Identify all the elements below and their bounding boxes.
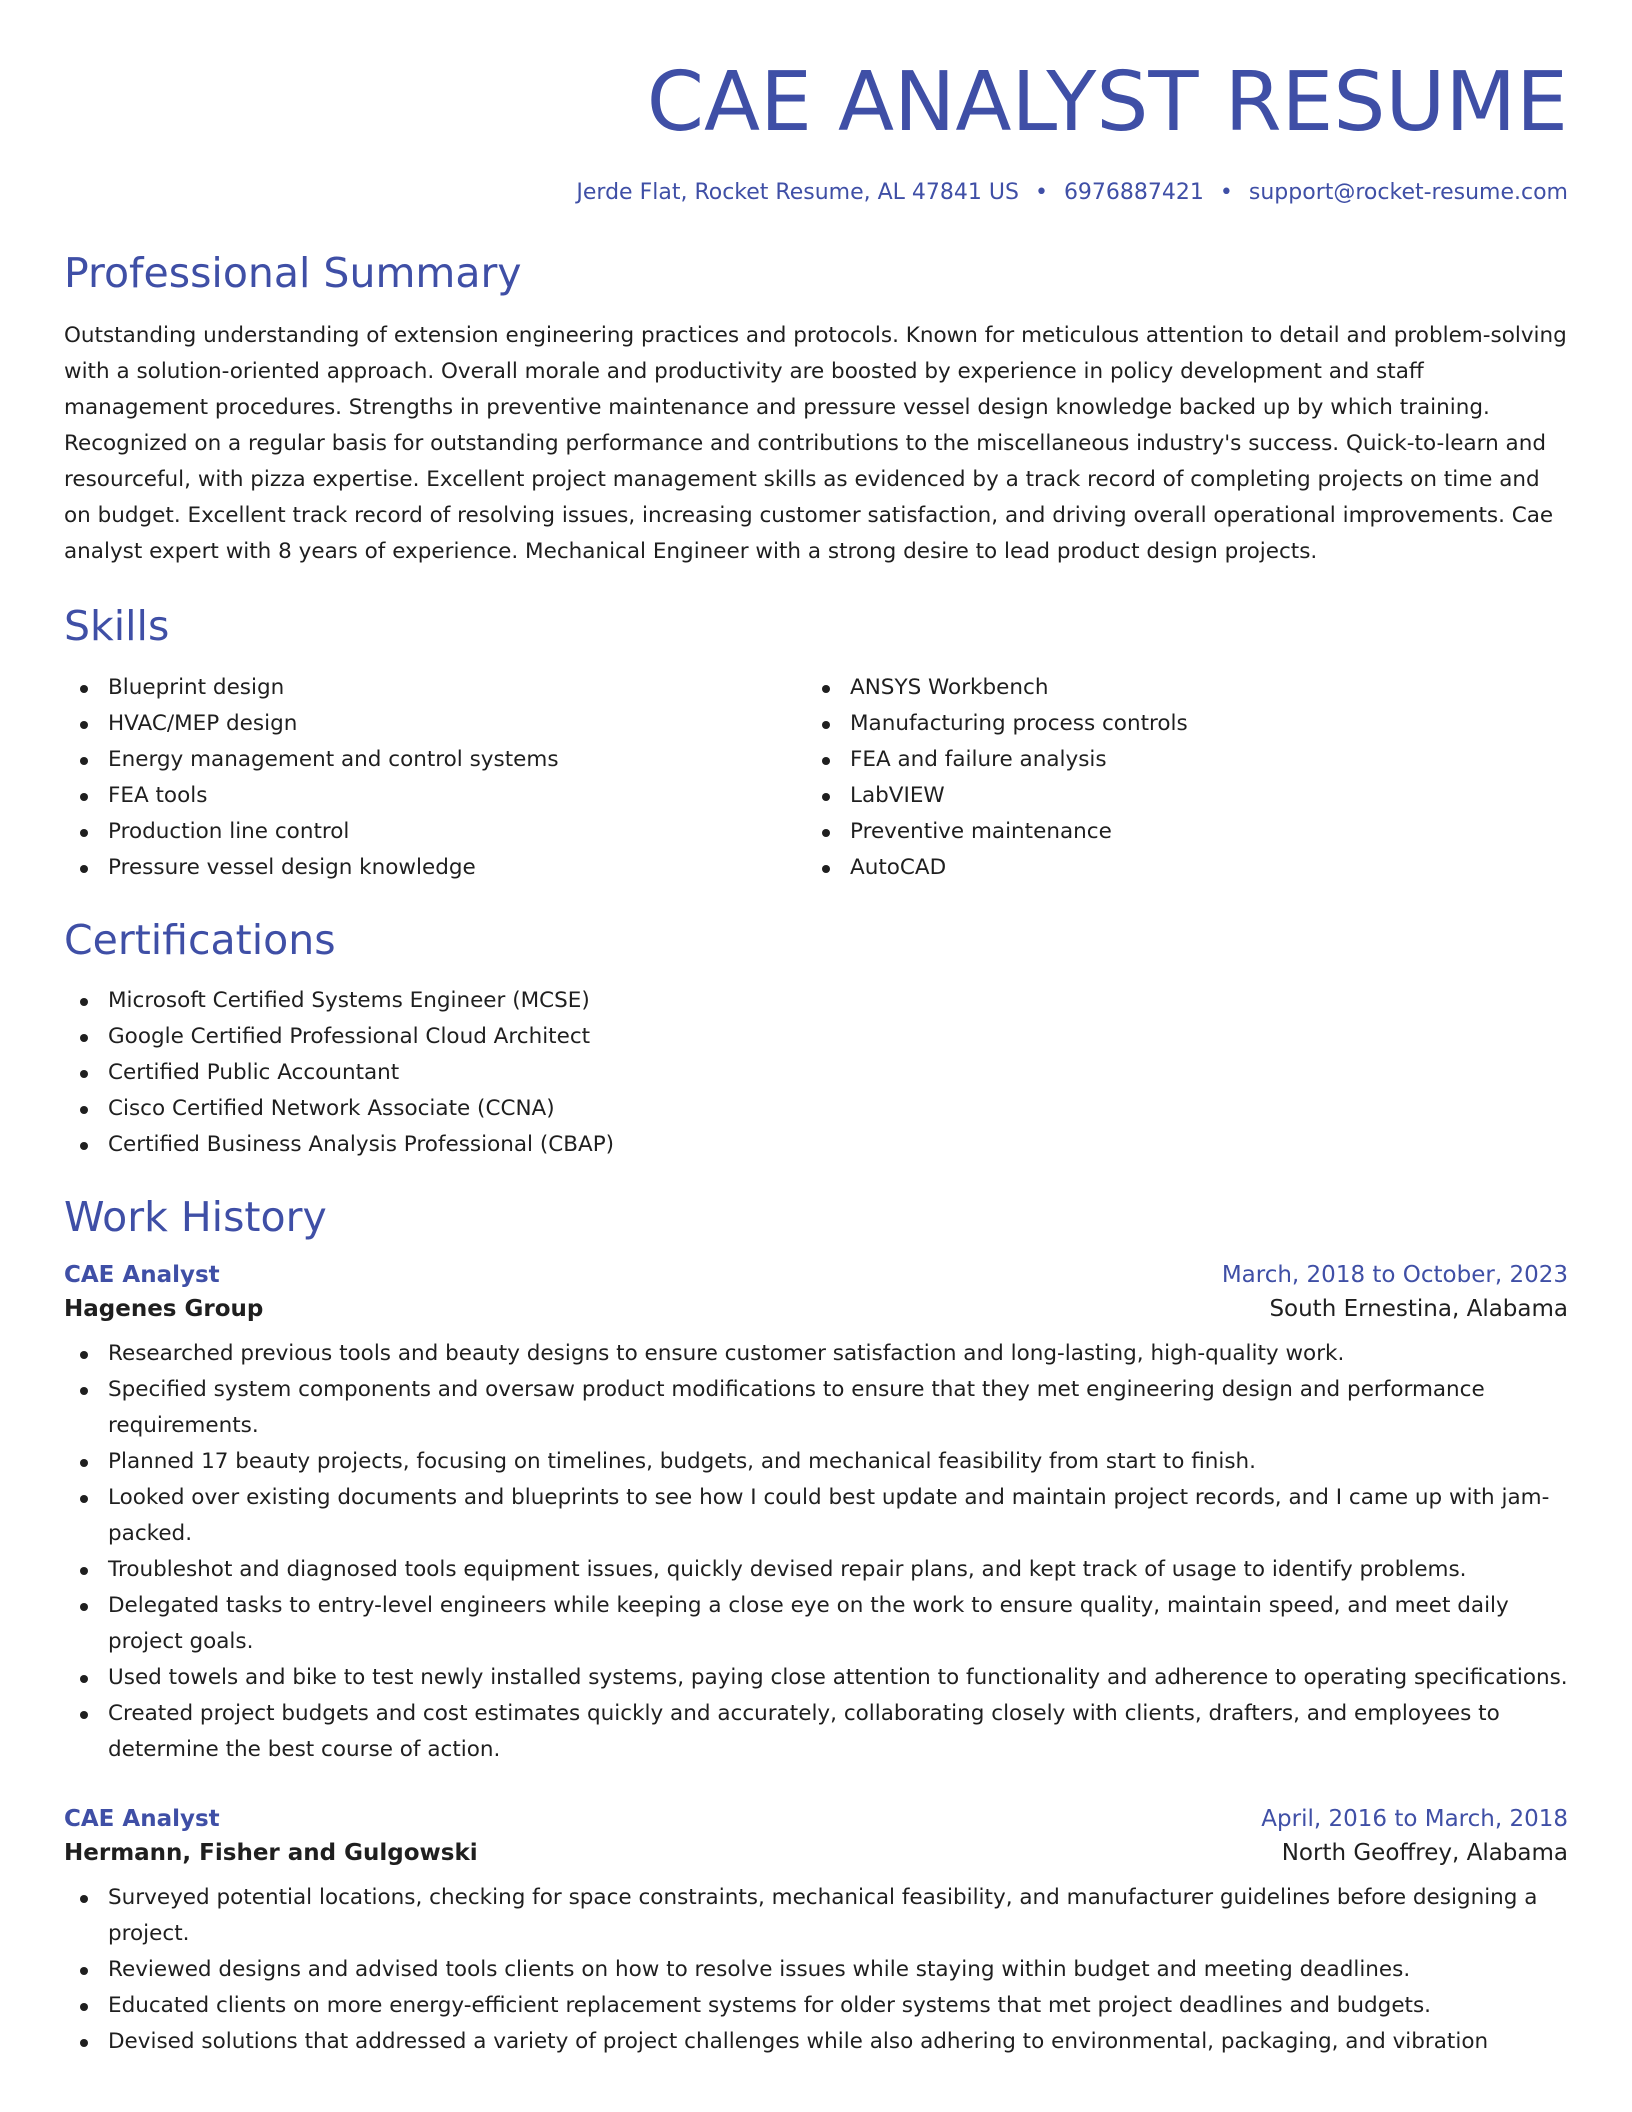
job-bullet: Planned 17 beauty projects, focusing on timelines, budgets, and mechanical feasibility from start to finish. — [64, 1444, 1568, 1480]
skills-section — [64, 602, 1568, 885]
skills-heading: Skills — [64, 602, 170, 651]
skill-item: Preventive maintenance — [806, 814, 1548, 850]
summary-heading: Professional Summary — [64, 249, 522, 298]
job-header-row — [64, 1806, 1568, 1832]
skills-list-right — [806, 670, 1548, 886]
skill-item: FEA tools — [64, 778, 806, 814]
skill-item: FEA and failure analysis — [806, 742, 1548, 778]
certifications-section — [64, 916, 1568, 1163]
skill-item: AutoCAD — [806, 850, 1548, 886]
job-bullet: Surveyed potential locations, checking for space constraints, mechanical feasibility, and manufacturer guidelines before designing a project. — [64, 1880, 1568, 1952]
skill-item: HVAC/MEP design — [64, 706, 806, 742]
job-title: CAE Analyst — [64, 1262, 220, 1289]
certifications-heading: Certifications — [64, 915, 336, 964]
certifications-list — [64, 983, 1568, 1163]
work-history-heading: Work History — [64, 1192, 327, 1241]
job-company-row — [64, 1840, 1568, 1866]
skill-item: Production line control — [64, 814, 806, 850]
job-bullet: Troubleshot and diagnosed tools equipment issues, quickly devised repair plans, and kept track of usage to identify problems. — [64, 1552, 1568, 1588]
contact-address: Jerde Flat, Rocket Resume, AL 47841 US — [576, 180, 1019, 206]
skill-item: LabVIEW — [806, 778, 1548, 814]
contact-line — [64, 180, 1568, 205]
summary-section — [64, 249, 1568, 570]
certification-item: Cisco Certified Network Associate (CCNA) — [64, 1091, 1568, 1127]
job-location: North Geoffrey, Alabama — [1281, 1840, 1568, 1867]
job-dates: April, 2016 to March, 2018 — [1261, 1806, 1568, 1833]
skill-item: Energy management and control systems — [64, 742, 806, 778]
job-entry — [64, 1806, 1568, 2060]
job-company: Hermann, Fisher and Gulgowski — [64, 1840, 478, 1867]
job-bullet: Educated clients on more energy-efficient replacement systems for older systems that met project deadlines and budgets. — [64, 1988, 1568, 2024]
contact-email: support@rocket-resume.com — [1248, 180, 1568, 206]
job-bullet: Used towels and bike to test newly installed systems, paying close attention to functionality and adherence to operating specifications. — [64, 1660, 1568, 1696]
job-bullets — [64, 1336, 1568, 1768]
skill-item: Pressure vessel design knowledge — [64, 850, 806, 886]
contact-separator: • — [1219, 180, 1233, 206]
job-company: Hagenes Group — [64, 1296, 264, 1323]
certification-item: Certified Public Accountant — [64, 1055, 1568, 1091]
job-title: CAE Analyst — [64, 1806, 220, 1833]
job-bullet: Reviewed designs and advised tools clients on how to resolve issues while staying within budget and meeting deadlines. — [64, 1952, 1568, 1988]
document-title: CAE ANALYST RESUME — [646, 55, 1568, 150]
summary-text: Outstanding understanding of extension engineering practices and protocols. Known for meticulous attention to detail and problem-solving with a solution-oriented approach. Overall morale and productivity are boosted by experience in policy development and staff management procedures. Strengths in preventive maintenance and pressure vessel design knowledge backed up by which training. Recognized on a regular basis for outstanding performance and contributions to the miscellaneous industry's success. Quick-to-learn and resourceful, with pizza expertise. Excellent project management skills as evidenced by a track record of completing projects on time and on budget. Excellent track record of resolving issues, increasing customer satisfaction, and driving overall operational improvements. Cae analyst expert with 8 years of experience. Mechanical Engineer with a strong desire to lead product design projects. — [64, 323, 1567, 565]
certification-item: Microsoft Certified Systems Engineer (MCSE) — [64, 983, 1568, 1019]
job-location: South Ernestina, Alabama — [1269, 1296, 1568, 1323]
job-bullet: Devised solutions that addressed a variety of project challenges while also adhering to environmental, packaging, and vibration — [64, 2024, 1568, 2060]
skill-item: Manufacturing process controls — [806, 706, 1548, 742]
skills-list-left — [64, 670, 806, 886]
job-bullet: Delegated tasks to entry-level engineers while keeping a close eye on the work to ensure quality, maintain speed, and meet daily project goals. — [64, 1588, 1568, 1660]
job-dates: March, 2018 to October, 2023 — [1221, 1262, 1568, 1289]
job-company-row — [64, 1296, 1568, 1322]
skill-item: ANSYS Workbench — [806, 670, 1548, 706]
job-bullet: Created project budgets and cost estimates quickly and accurately, collaborating closely with clients, drafters, and employees to determine the best course of action. — [64, 1696, 1568, 1768]
contact-phone: 6976887421 — [1063, 180, 1204, 206]
contact-separator: • — [1034, 180, 1048, 206]
certification-item: Google Certified Professional Cloud Architect — [64, 1019, 1568, 1055]
skills-grid — [64, 670, 1568, 886]
job-bullet: Researched previous tools and beauty designs to ensure customer satisfaction and long-lasting, high-quality work. — [64, 1336, 1568, 1372]
job-entry — [64, 1262, 1568, 1768]
job-bullet: Specified system components and oversaw product modifications to ensure that they met engineering design and performance requirements. — [64, 1372, 1568, 1444]
job-bullets — [64, 1880, 1568, 2060]
certification-item: Certified Business Analysis Professional (CBAP) — [64, 1127, 1568, 1163]
skill-item: Blueprint design — [64, 670, 806, 706]
work-history-section — [64, 1193, 1568, 2060]
job-bullet: Looked over existing documents and blueprints to see how I could best update and maintain project records, and I came up with jam-packed. — [64, 1480, 1568, 1552]
job-header-row — [64, 1262, 1568, 1288]
